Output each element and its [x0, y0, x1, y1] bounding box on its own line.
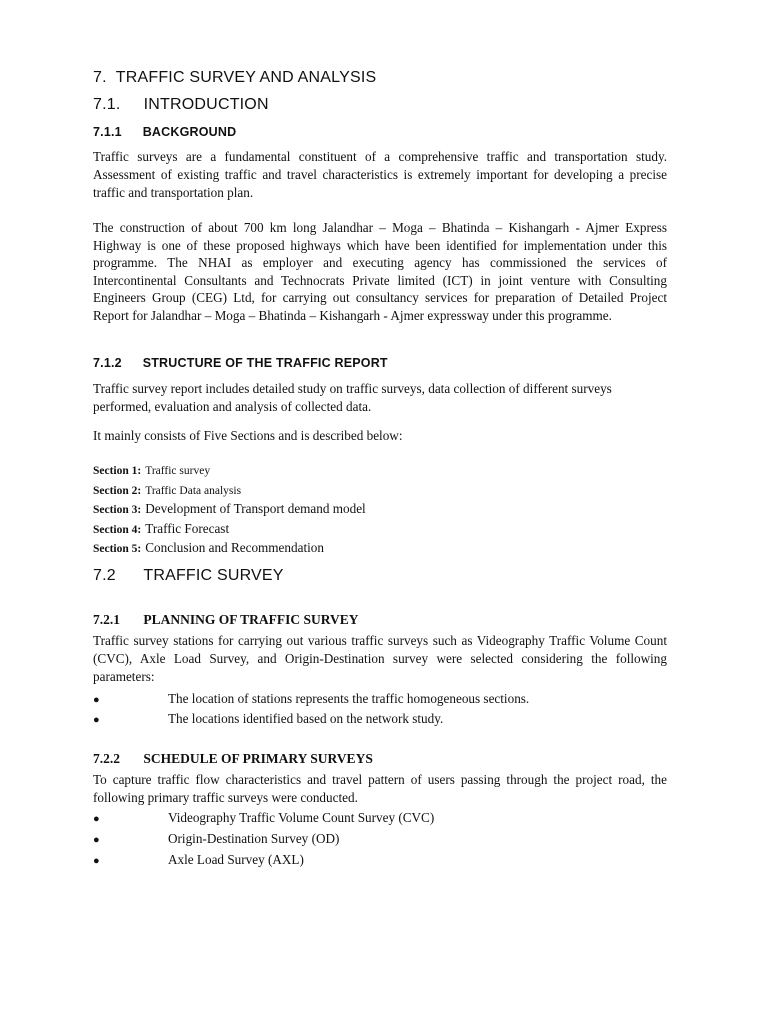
section-label: Section 1:	[93, 465, 142, 477]
section-item	[93, 481, 366, 501]
background-paragraph-1: Traffic surveys are a fundamental constituent of a comprehensive traffic and transportation study. Assessment of existing traffic and travel characteristics is extremely important for developing a precise traffic and transportation plan.	[93, 149, 667, 200]
section-item	[93, 461, 366, 481]
section-label: Section 5:	[93, 543, 142, 555]
schedule-paragraph: To capture traffic flow characteristics and travel pattern of users passing through the project road, the following primary traffic surveys were conducted.	[93, 772, 667, 805]
structure-paragraph-1: Traffic survey report includes detailed study on traffic surveys, data collection of different surveys performed, evaluation and analysis of collected data.	[93, 381, 612, 414]
heading-7-2-title: TRAFFIC SURVEY	[143, 567, 284, 584]
bullet-icon: ●	[93, 714, 100, 726]
section-text: Development of Transport demand model	[145, 501, 366, 516]
heading-7-number: 7.	[93, 69, 107, 86]
heading-7-2-2-title: SCHEDULE OF PRIMARY SURVEYS	[143, 751, 373, 766]
structure-paragraph-2: It mainly consists of Five Sections and is described below:	[93, 428, 403, 443]
sections-list	[93, 461, 366, 559]
heading-7-1-2-title: STRUCTURE OF THE TRAFFIC REPORT	[142, 356, 388, 370]
heading-7-1-2	[93, 356, 388, 370]
section-label: Section 2:	[93, 484, 142, 497]
heading-7-1-1-title: BACKGROUND	[142, 125, 237, 139]
bullet-item	[93, 829, 339, 850]
heading-7-1	[93, 96, 269, 114]
background-paragraph-2: The construction of about 700 km long Jalandhar – Moga – Bhatinda – Kishangarh - Ajmer Express Highway is one of these proposed highways which have been identified for implementation under this programme. The NHAI as employer and executing agency has commissioned the services of Intercontinental Consultants and Technocrats Private limited (ICT) in joint venture with Consulting Engineers Group (CEG) Ltd, for carrying out consultancy services for preparation of Detailed Project Report for Jalandhar – Moga – Bhatinda – Kishangarh - Ajmer expressway under this programme.	[93, 220, 667, 323]
bullet-item	[93, 850, 304, 871]
heading-7-1-1	[93, 125, 236, 139]
section-label: Section 4:	[93, 523, 142, 536]
bullet-text: Axle Load Survey (AXL)	[168, 852, 304, 867]
heading-7-2-1	[93, 612, 359, 628]
section-label: Section 3:	[93, 504, 142, 516]
heading-7-2-2-number: 7.2.2	[93, 751, 120, 766]
heading-7	[93, 69, 376, 87]
heading-7-1-1-number: 7.1.1	[93, 125, 122, 139]
section-item	[93, 539, 366, 559]
bullet-icon: ●	[93, 834, 100, 846]
heading-7-1-title: INTRODUCTION	[143, 96, 269, 113]
heading-7-2-number: 7.2	[93, 567, 116, 584]
bullet-icon: ●	[93, 694, 100, 706]
section-text: Traffic Forecast	[145, 520, 230, 536]
bullet-item	[93, 689, 529, 710]
heading-7-1-2-number: 7.1.2	[93, 356, 122, 370]
heading-7-2	[93, 567, 284, 585]
section-item	[93, 500, 366, 520]
bullet-text: Origin-Destination Survey (OD)	[168, 831, 340, 846]
bullet-text: The locations identified based on the network study.	[168, 711, 444, 726]
heading-7-2-2	[93, 751, 373, 767]
bullet-icon: ●	[93, 813, 100, 825]
section-text: Traffic Data analysis	[145, 484, 242, 497]
bullet-text: The location of stations represents the traffic homogeneous sections.	[168, 691, 530, 706]
planning-paragraph: Traffic survey stations for carrying out various traffic surveys such as Videography Traffic Volume Count (CVC), Axle Load Survey, and Origin-Destination survey were selected considering the following parameters:	[93, 633, 667, 684]
bullet-text: Videography Traffic Volume Count Survey (CVC)	[168, 810, 435, 825]
section-item	[93, 520, 366, 540]
bullet-item	[93, 808, 434, 829]
section-text: Conclusion and Recommendation	[145, 540, 324, 555]
heading-7-title: TRAFFIC SURVEY AND ANALYSIS	[115, 69, 377, 86]
heading-7-2-1-title: PLANNING OF TRAFFIC SURVEY	[143, 612, 359, 627]
section-text: Traffic survey	[145, 465, 211, 477]
heading-7-2-1-number: 7.2.1	[93, 612, 120, 627]
heading-7-1-number: 7.1.	[93, 96, 121, 113]
bullet-item	[93, 709, 443, 730]
bullet-icon: ●	[93, 855, 100, 867]
